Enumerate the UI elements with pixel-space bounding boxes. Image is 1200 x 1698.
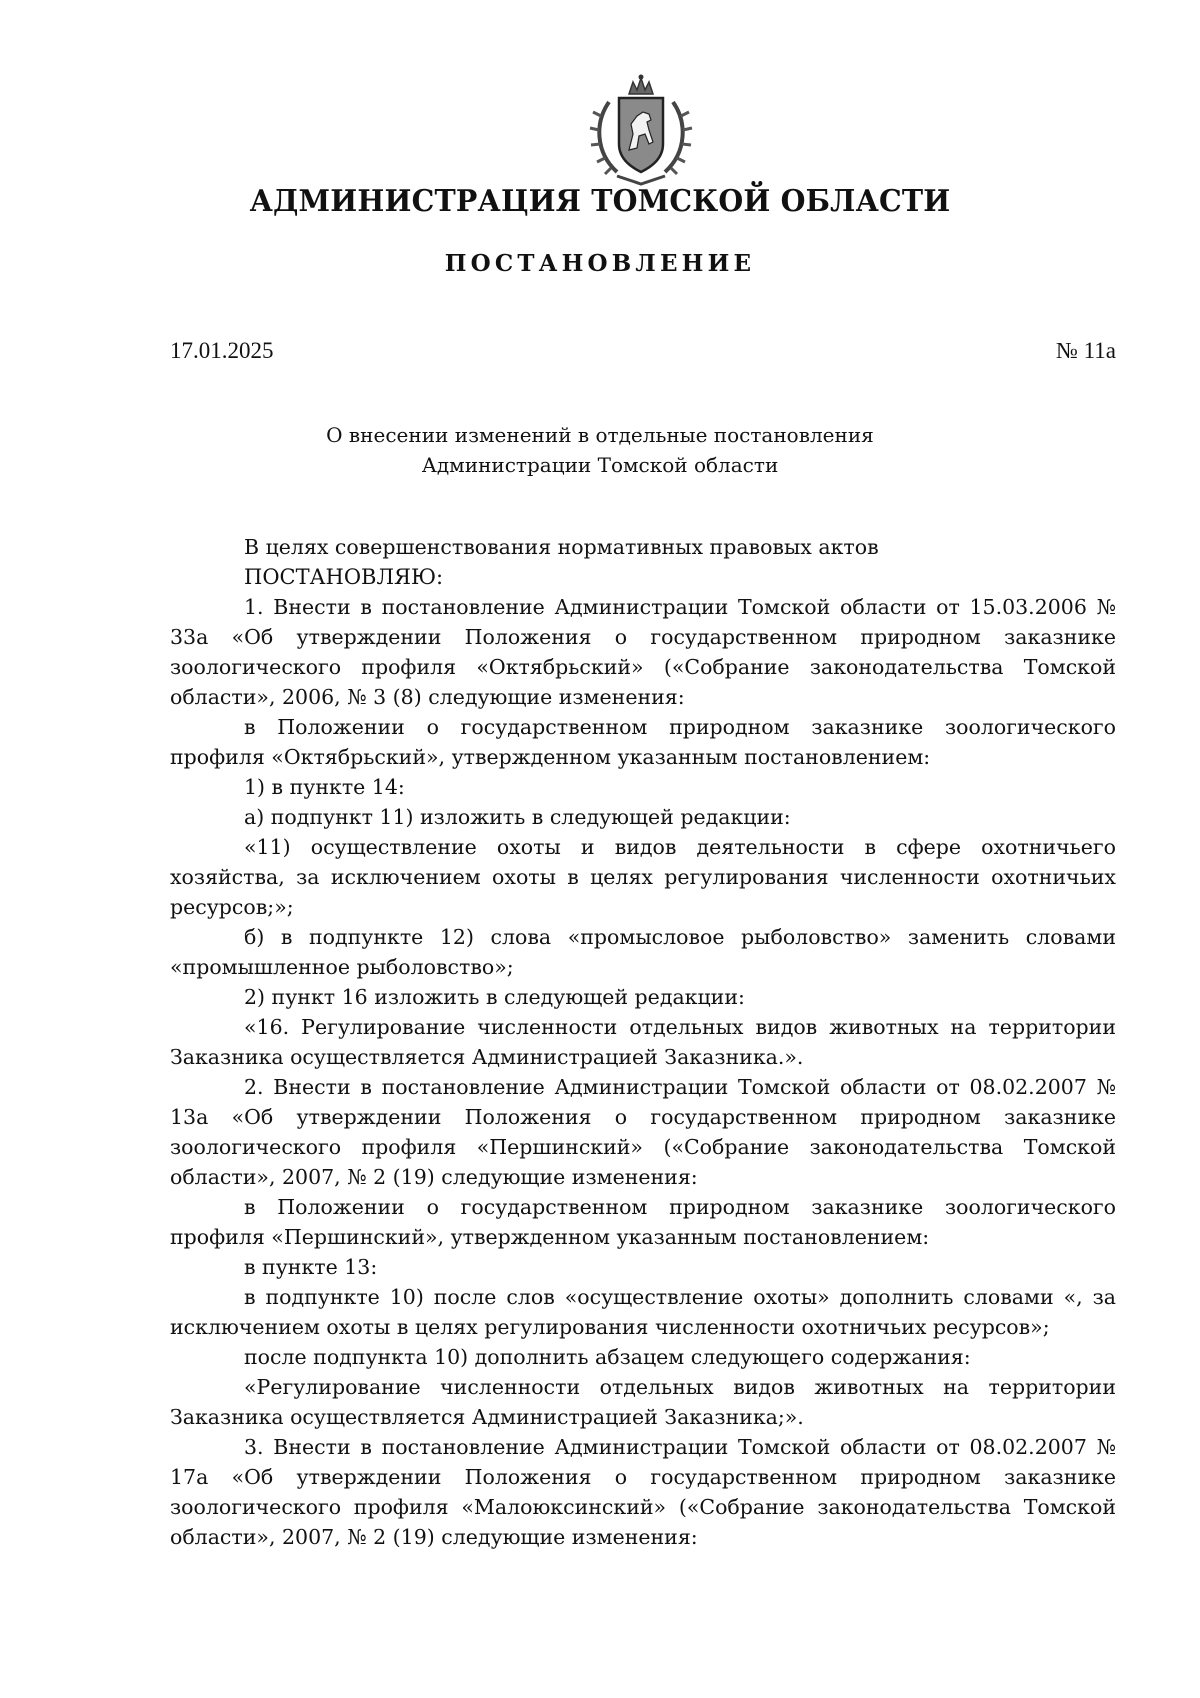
paragraph: 3. Внести в постановление Администрации Томской области от 08.02.2007 № 17а «Об утверждении Положения о государственном природном заказнике зоологического профиля «Малоюксинский» («Собрание законодательства Томской области», 2007, № 2 (19) следующие изменения: [170,1435,1116,1549]
paragraph: после подпункта 10) дополнить абзацем следующего содержания: [244,1345,971,1369]
document-type: ПОСТАНОВЛЕНИЕ [444,250,756,277]
paragraph: а) подпункт 11) изложить в следующей редакции: [244,805,791,829]
paragraph: 2. Внести в постановление Администрации Томской области от 08.02.2007 № 13а «Об утверждении Положения о государственном природном заказнике зоологического профиля «Першинский» («Собрание законодательства Томской области», 2007, № 2 (19) следующие изменения: [170,1075,1116,1189]
paragraph: «16. Регулирование численности отдельных видов животных на территории Заказника осуществляется Администрацией Заказника.». [170,1015,1116,1069]
paragraph: В целях совершенствования нормативных правовых актов [244,535,879,559]
paragraph: в пункте 13: [244,1255,378,1279]
paragraph: б) в подпункте 12) слова «промысловое рыболовство» заменить словами «промышленное рыболовство»; [170,925,1116,979]
document-body [170,532,1116,1552]
paragraph: в Положении о государственном природном заказнике зоологического профиля «Октябрьский», утвержденном указанным постановлением: [170,715,1116,769]
paragraph: 2) пункт 16 изложить в следующей редакции: [244,985,745,1009]
paragraph: «11) осуществление охоты и видов деятельности в сфере охотничьего хозяйства, за исключением охоты в целях регулирования численности охотничьих ресурсов;»; [170,835,1116,919]
paragraph: в Положении о государственном природном заказнике зоологического профиля «Першинский», утвержденном указанным постановлением: [170,1195,1116,1249]
document-number: № 11а [1055,338,1116,363]
document-date: 17.01.2025 [170,338,274,363]
document-subject [0,420,1200,480]
subject-line-2: Администрации Томской области [421,453,779,477]
paragraph: 1. Внести в постановление Администрации Томской области от 15.03.2006 № 33а «Об утверждении Положения о государственном природном заказнике зоологического профиля «Октябрьский» («Собрание законодательства Томской области», 2006, № 3 (8) следующие изменения: [170,595,1116,709]
paragraph: 1) в пункте 14: [244,775,405,799]
organization-title: АДМИНИСТРАЦИЯ ТОМСКОЙ ОБЛАСТИ [249,184,951,219]
paragraph: в подпункте 10) после слов «осуществление охоты» дополнить словами «, за исключением охоты в целях регулирования численности охотничьих ресурсов»; [170,1285,1116,1339]
subject-line-1: О внесении изменений в отдельные постановления [326,423,874,447]
paragraph: «Регулирование численности отдельных видов животных на территории Заказника осуществляется Администрацией Заказника;». [170,1375,1116,1429]
resolution-heading: ПОСТАНОВЛЯЮ: [244,565,444,589]
tomsk-coat-of-arms-icon [587,72,695,190]
